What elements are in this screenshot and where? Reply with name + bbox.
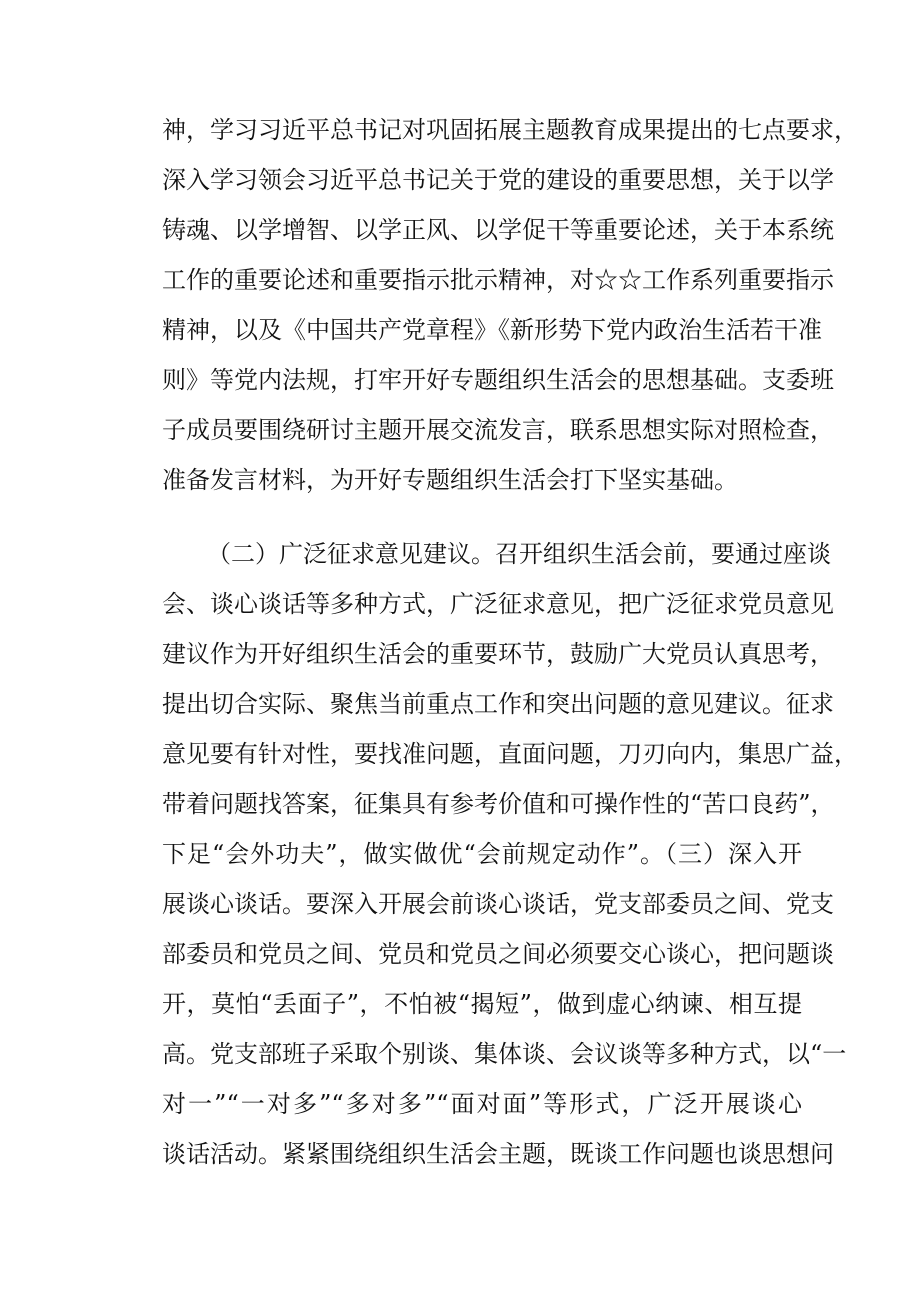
text-line: 深入学习领会习近平总书记关于党的建设的重要思想，关于以学 [162,166,834,194]
text-line: 谈话活动。紧紧围绕组织生活会主题，既谈工作问题也谈思想问 [162,1140,834,1168]
text-line: 子成员要围绕研讨主题开展交流发言，联系思想实际对照检查， [162,416,834,444]
text-line: 开，莫怕“丢面子”，不怕被“揭短”，做到虚心纳谏、相互提 [162,990,802,1018]
text-line: 下足“会外功夫”，做实做优“会前规定动作”。（三）深入开 [162,840,802,868]
text-line: 提出切合实际、聚焦当前重点工作和突出问题的意见建议。征求 [162,690,834,718]
text-line: 精神，以及《中国共产党章程》《新形势下党内政治生活若干准 [162,316,822,344]
text-line: 展谈心谈话。要深入开展会前谈心谈话，党支部委员之间、党支 [162,890,834,918]
text-line: 意见要有针对性，要找准问题，直面问题，刀刃向内，集思广益， [162,740,858,768]
text-line: 高。党支部班子采取个别谈、集体谈、会议谈等多种方式，以“一 [162,1040,847,1068]
text-line: 会、谈心谈话等多种方式，广泛征求意见，把广泛征求党员意见 [162,590,834,618]
text-line: 工作的重要论述和重要指示批示精神，对☆☆工作系列重要指示 [162,266,834,294]
text-line: 建议作为开好组织生活会的重要环节，鼓励广大党员认真思考， [162,640,834,668]
paragraph-study-requirements [162,105,858,505]
text-line: 对一”“一对多”“多对多”“面对面”等形式，广泛开展谈心 [162,1090,802,1118]
text-line: 则》等党内法规，打牢开好专题组织生活会的思想基础。支委班 [162,366,834,394]
paragraph-solicit-opinions [162,529,858,1179]
text-line: （二）广泛征求意见建议。召开组织生活会前，要通过座谈 [207,540,831,568]
text-line: 带着问题找答案，征集具有参考价值和可操作性的“苦口良药”， [162,790,835,818]
text-line: 部委员和党员之间、党员和党员之间必须要交心谈心，把问题谈 [162,940,834,968]
text-line: 准备发言材料，为开好专题组织生活会打下坚实基础。 [162,466,738,494]
text-line: 铸魂、以学增智、以学正风、以学促干等重要论述，关于本系统 [162,216,834,244]
text-line: 神，学习习近平总书记对巩固拓展主题教育成果提出的七点要求， [162,116,858,144]
